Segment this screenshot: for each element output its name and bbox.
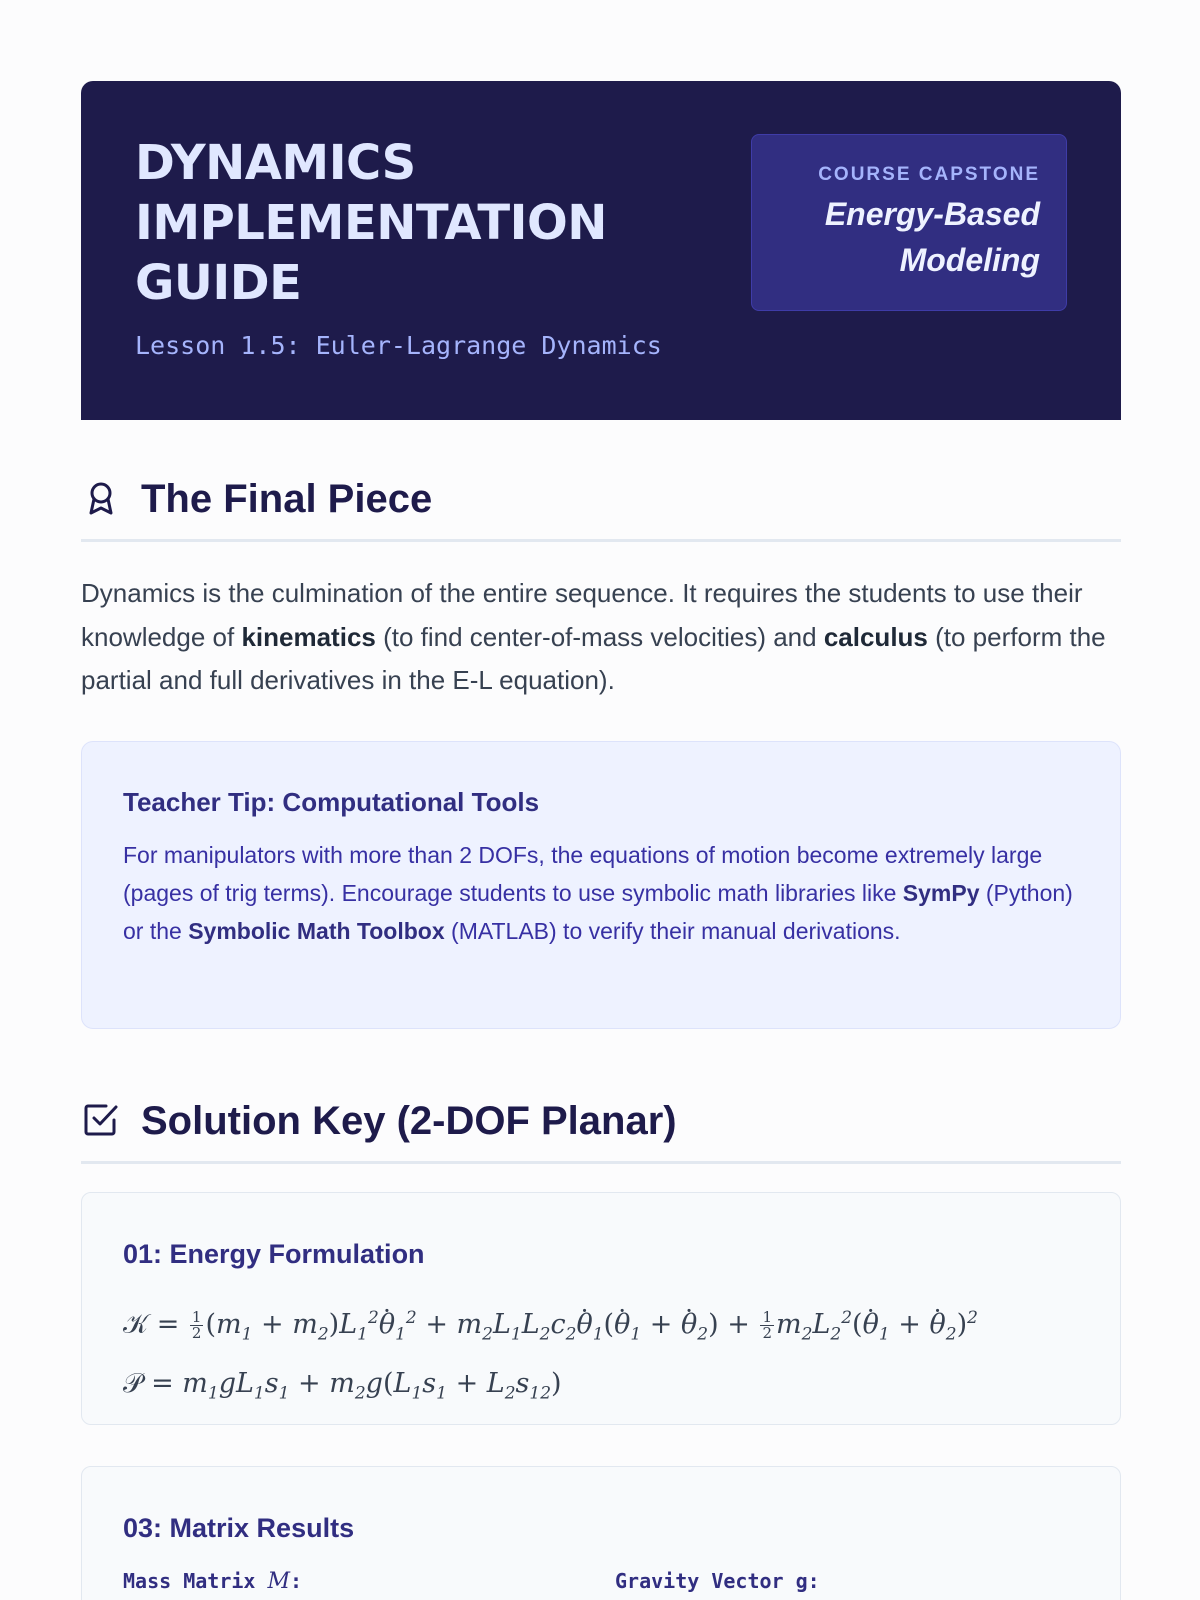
capstone-title bbox=[752, 191, 1040, 283]
intro-bold: kinematics bbox=[241, 621, 376, 652]
gravity-vector-label: Gravity Vector g: bbox=[615, 1569, 820, 1593]
tip-bold: SymPy bbox=[902, 880, 980, 906]
tip-body bbox=[123, 836, 1073, 950]
page-title bbox=[135, 133, 695, 313]
header-banner bbox=[81, 81, 1121, 420]
award-ribbon-icon bbox=[81, 478, 121, 518]
intro-paragraph bbox=[81, 572, 1131, 703]
section-title: The Final Piece bbox=[141, 477, 433, 521]
tip-text: (MATLAB) to verify their manual derivations. bbox=[444, 918, 901, 944]
intro-text: (to perform the partial and full derivatives in the E-L equation). bbox=[81, 621, 1106, 695]
capstone-kicker: COURSE CAPSTONE bbox=[818, 164, 1040, 185]
energy-formulation-card bbox=[81, 1192, 1121, 1425]
teacher-tip-callout bbox=[81, 741, 1121, 1029]
page-title-line: DYNAMICS bbox=[135, 135, 416, 191]
card-heading: 03: Matrix Results bbox=[123, 1513, 355, 1543]
intro-bold: calculus bbox=[823, 621, 928, 652]
card-heading: 01: Energy Formulation bbox=[123, 1239, 425, 1269]
kinetic-energy-equation: 𝒦 = $\frac{1}{2}$ $(m_1 + m_2)L_1^2\theta \cdot_1^2 + m_2L_1L_2c_2\theta \cdot_1(\theta \cdot_1 + \theta \cdot_2)$ + $\frac{1}{2}$ $m_2L_2^2(\theta \cdot_1 + \theta \cdot_2)^2$ bbox=[123, 1293, 1080, 1359]
intro-text: (to find center-of-mass velocities) and bbox=[375, 621, 824, 652]
page-title-line: IMPLEMENTATION bbox=[135, 195, 607, 251]
section-title: Solution Key (2-DOF Planar) bbox=[141, 1099, 677, 1143]
capstone-title-line: Energy-Based bbox=[824, 196, 1040, 232]
matrix-labels-row bbox=[123, 1567, 1080, 1597]
lesson-subtitle: Lesson 1.5: Euler-Lagrange Dynamics bbox=[135, 331, 662, 360]
matrix-results-card bbox=[81, 1466, 1121, 1600]
intro-text: Dynamics is the culmination of the entire sequence. It requires the students to use their knowledge of bbox=[81, 578, 1083, 652]
mass-matrix-label-text: Mass Matrix bbox=[123, 1569, 268, 1593]
section-heading-final-piece bbox=[81, 478, 1121, 542]
capstone-badge bbox=[751, 134, 1067, 311]
tip-heading: Teacher Tip: Computational Tools bbox=[123, 787, 540, 817]
potential-energy-equation: 𝒫 = $m_1gL_1s_1 + m_2g(L_1s_1 + L_2s_{12})$ bbox=[123, 1368, 562, 1404]
checkbox-icon bbox=[81, 1100, 121, 1140]
tip-text: (Python) or the bbox=[123, 880, 1073, 944]
capstone-title-line: Modeling bbox=[899, 242, 1040, 278]
tip-text: For manipulators with more than 2 DOFs, the equations of motion become extremely large (pages of trig terms). Encourage students to use symbolic math libraries like bbox=[123, 842, 1043, 906]
tip-bold: Symbolic Math Toolbox bbox=[188, 918, 445, 944]
mass-matrix-label: Mass Matrix M: bbox=[123, 1569, 303, 1594]
section-heading-solution-key bbox=[81, 1100, 1121, 1164]
mass-matrix-symbol: M bbox=[267, 1569, 291, 1594]
page-title-line: GUIDE bbox=[135, 255, 302, 311]
